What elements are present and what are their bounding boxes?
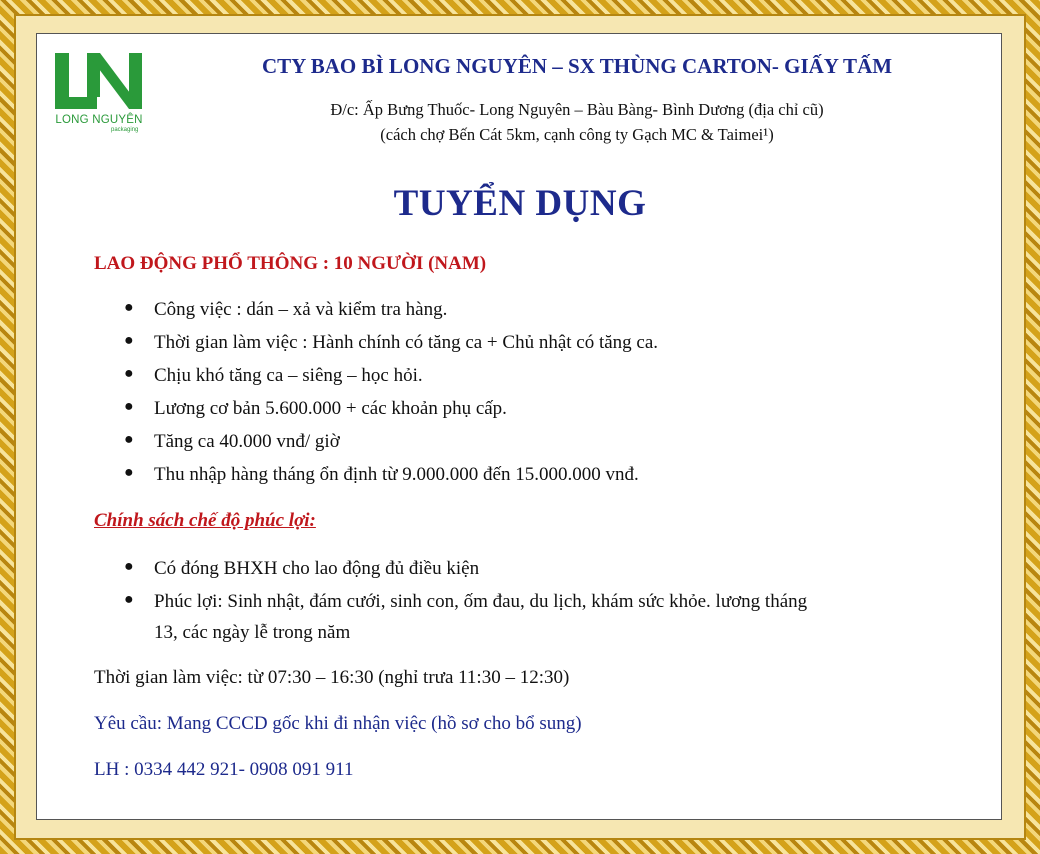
requirement-note: Yêu cầu: Mang CCCD gốc khi đi nhận việc (hồ sơ cho bổ sung) (94, 713, 582, 734)
list-item-continuation: 13, các ngày lễ trong năm (154, 622, 351, 643)
list-item: ● Thu nhập hàng tháng ổn định từ 9.000.000 đến 15.000.000 vnđ. (124, 464, 639, 485)
bullet-icon: ● (124, 299, 134, 316)
contact-phone: LH : 0334 442 921- 0908 091 911 (94, 759, 354, 780)
working-hours: Thời gian làm việc: từ 07:30 – 16:30 (nghỉ trưa 11:30 – 12:30) (94, 667, 570, 688)
list-item: ● Công việc : dán – xả và kiểm tra hàng. (124, 299, 448, 320)
bullet-icon: ● (124, 365, 134, 382)
company-address: Đ/c: Ấp Bưng Thuốc- Long Nguyên – Bàu Bàng- Bình Dương (địa chỉ cũ) (330, 100, 824, 119)
address-landmark: (cách chợ Bến Cát 5km, cạnh công ty Gạch MC & Taimei¹) (380, 125, 774, 144)
list-item: ● Thời gian làm việc : Hành chính có tăng ca + Chủ nhật có tăng ca. (124, 332, 659, 353)
list-item: ● Lương cơ bản 5.600.000 + các khoản phụ cấp. (124, 398, 507, 419)
bullet-icon: ● (124, 464, 134, 481)
list-item: ● Tăng ca 40.000 vnđ/ giờ (124, 431, 340, 452)
job-position-heading: LAO ĐỘNG PHỔ THÔNG : 10 NGƯỜI (NAM) (94, 253, 487, 274)
benefits-heading: Chính sách chế độ phúc lợi: (94, 510, 316, 531)
list-item: ● Phúc lợi: Sinh nhật, đám cưới, sinh con, ốm đau, du lịch, khám sức khỏe. lương tháng (124, 591, 808, 612)
recruitment-notice (36, 33, 1002, 820)
logo-caption: LONG NGUYÊN (55, 114, 143, 126)
list-item: ● Chịu khó tăng ca – siêng – học hỏi. (124, 365, 423, 386)
bullet-icon: ● (124, 591, 134, 608)
bullet-icon: ● (124, 332, 134, 349)
logo-subcaption: packaging (111, 127, 139, 133)
company-name: CTY BAO BÌ LONG NGUYÊN – SX THÙNG CARTON- GIẤY TẤM (261, 54, 893, 78)
list-item: ● Có đóng BHXH cho lao động đủ điều kiện (124, 558, 480, 579)
bullet-icon: ● (124, 431, 134, 448)
bullet-icon: ● (124, 558, 134, 575)
bullet-icon: ● (124, 398, 134, 415)
page-title: TUYỂN DỤNG (393, 183, 647, 224)
